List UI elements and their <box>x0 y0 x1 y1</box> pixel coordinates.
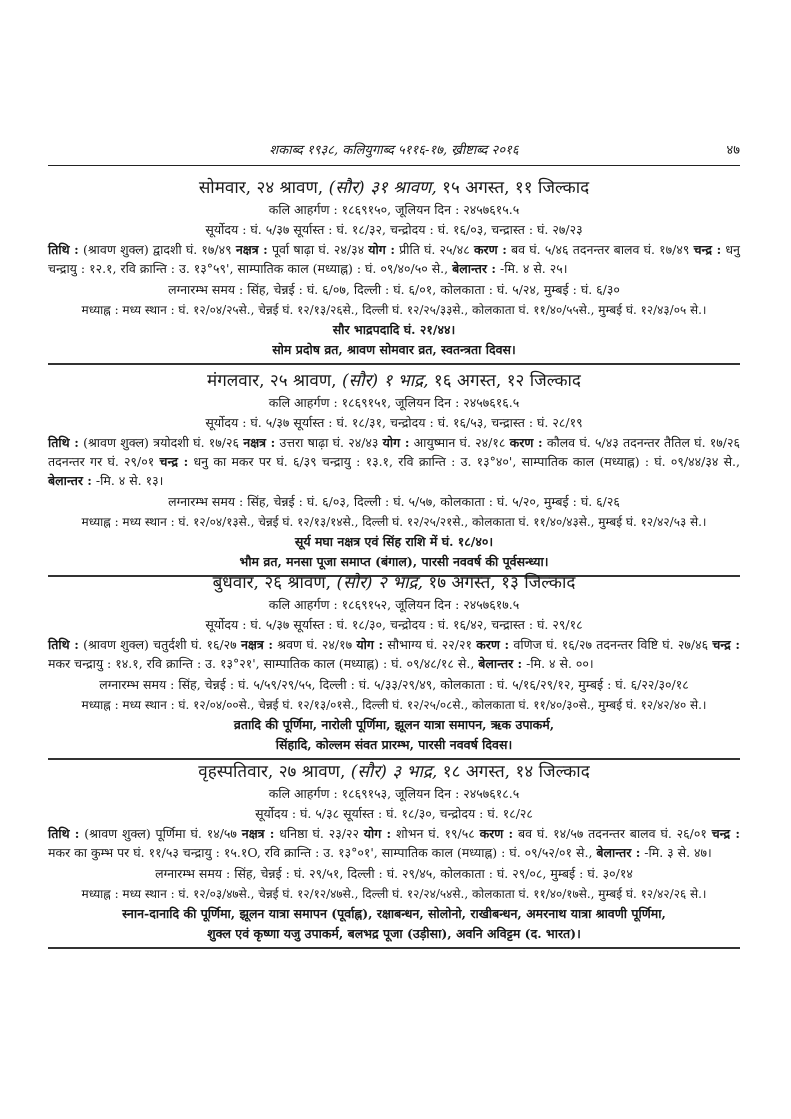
festival-note: सूर्य मघा नक्षत्र एवं सिंह राशि में घं. १८/४०। <box>294 534 494 549</box>
heading-gregorian-hijri: १८ अगस्त, १४ जिल्काद <box>437 762 590 782</box>
kali-ahargan: कलि आहर्गण : १८६९१५०, जूलियन दिन : २४५७६१५.५ <box>268 202 520 217</box>
day-heading <box>48 571 740 595</box>
festival-note: सोम प्रदोष व्रत, श्रावण सोमवार व्रत, स्वतन्त्रता दिवस। <box>272 342 516 357</box>
running-title: शकाब्द १९३८, कलियुगाब्द ५११६-१७, ख्रीष्टाब्द २०१६ <box>269 143 519 158</box>
lagna-timing: लग्नारम्भ समय : सिंह, चेन्नई : घं. ५/५९/२९/५५, दिल्ली : घं. ५/३३/२९/४९, कोलकाता : घं. ५/१६/२९/१२, मुम्बई : घं. ६/२२/३०/१८ <box>99 677 689 692</box>
day-heading <box>48 176 740 200</box>
festival-note: स्नान-दानादि की पूर्णिमा, झूलन यात्रा समापन (पूर्वाह्न), रक्षाबन्धन, सोलोनो, राखीबन्धन, अमरनाथ यात्रा श्रावणी पूर्णिमा, <box>122 906 666 921</box>
heading-gregorian-hijri: १६ अगस्त, १२ जिल्काद <box>428 371 581 391</box>
heading-gregorian-hijri: १५ अगस्त, ११ जिल्काद <box>436 178 590 198</box>
heading-solar-date: (सौर) २ भाद्र, <box>336 573 423 593</box>
sunrise-sunset: सूर्योदय : घं. ५/३७ सूर्यास्त : घं. १८/३१, चन्द्रोदय : घं. १६/५३, चन्द्रास्त : घं. २८/१९ <box>205 415 583 430</box>
madhyahn-timing: मध्याह्न : मध्य स्थान : घं. १२/०४/२५से., चेन्नई घं. १२/१३/२६से., दिल्ली घं. १२/२५/३३से., कोलकाता घं. ११/४०/५५से., मुम्बई घं. १२/४३/०५ से.। <box>81 303 707 317</box>
festival-note: सौर भाद्रपदादि घं. २१/४४। <box>332 322 456 337</box>
festival-note: भौम व्रत, मनसा पूजा समाप्त (बंगाल), पारसी नववर्ष की पूर्वसन्ध्या। <box>239 554 549 569</box>
lagna-timing: लग्नारम्भ समय : सिंह, चेन्नई : घं. ६/०७, दिल्ली : घं. ६/०१, कोलकाता : घं. ५/२४, मुम्बई : घं. ६/३० <box>168 282 620 297</box>
kali-ahargan: कलि आहर्गण : १८६९१५३, जूलियन दिन : २४५७६१८.५ <box>268 786 520 801</box>
heading-date: सोमवार, २४ श्रावण, <box>198 178 329 198</box>
sunrise-sunset: सूर्योदय : घं. ५/३७ सूर्यास्त : घं. १८/३०, चन्द्रोदय : घं. १६/४२, चन्द्रास्त : घं. २९/१८ <box>205 617 583 632</box>
festival-note: सिंहादि, कोल्लम संवत प्रारम्भ, पारसी नववर्ष दिवस। <box>275 737 513 752</box>
sunrise-sunset: सूर्योदय : घं. ५/३८ सूर्यास्त : घं. १८/३०, चन्द्रोदय : घं. १८/२८ <box>255 806 533 821</box>
running-header <box>48 140 740 162</box>
heading-date: बुधवार, २६ श्रावण, <box>212 573 337 593</box>
panchang-details: तिथि : (श्रावण शुक्ल) चतुर्दशी घं. १६/२७ नक्षत्र : श्रवण घं. २४/१७ योग : सौभाग्य घं. २२/२१ करण : वणिज घं. १६/२७ तदनन्तर विष्टि घं. २७/४६ चन्द्र : मकर चन्द्रायु : १४.१, रवि क्रान्ति : उ. १३°२१', साम्पातिक काल (मध्याह्न) : घं. ०९/४८/१८ से., बेलान्तर : -मि. ४ से. ००। <box>48 637 740 671</box>
heading-solar-date: (सौर) १ भाद्र, <box>341 371 429 391</box>
header-rule <box>48 165 740 166</box>
heading-solar-date: (सौर) ३ भाद्र, <box>350 762 438 782</box>
panchang-details: तिथि : (श्रावण शुक्ल) द्वादशी घं. १७/४९ नक्षत्र : पूर्वा षाढ़ा घं. २४/३४ योग : प्रीति घं. २५/४८ करण : बव घं. ५/४६ तदनन्तर बालव घं. १७/४९ चन्द्र : धनु चन्द्रायु : १२.१, रवि क्रान्ति : उ. १३°५९', साम्पातिक काल (मध्याह्न) : घं. ०९/४०/५० से., बेलान्तर : -मि. ४ से. २५। <box>48 242 740 276</box>
day-entry <box>48 760 740 949</box>
festival-note: शुक्ल एवं कृष्णा यजु उपाकर्म, बलभद्र पूजा (उड़ीसा), अवनि अविट्टम (द. भारत)। <box>207 926 581 941</box>
day-entry <box>48 369 740 577</box>
panchang-details: तिथि : (श्रावण शुक्ल) पूर्णिमा घं. १४/५७ नक्षत्र : धनिष्ठा घं. २३/२२ योग : शोभन घं. १९/५८ करण : बव घं. १४/५७ तदनन्तर बालव घं. २६/०१ चन्द्र : मकर का कुम्भ पर घं. ११/५३ चन्द्रायु : १५.१O, रवि क्रान्ति : उ. १३°०१', साम्पातिक काल (मध्याह्न) : घं. ०९/५२/०१ से., बेलान्तर : -मि. ३ से. ४७। <box>48 826 740 860</box>
day-heading <box>48 760 740 784</box>
festival-note: व्रतादि की पूर्णिमा, नारोली पूर्णिमा, झूलन यात्रा समापन, ऋक उपाकर्म, <box>233 717 555 732</box>
day-heading <box>48 369 740 393</box>
madhyahn-timing: मध्याह्न : मध्य स्थान : घं. १२/०४/१३से., चेन्नई घं. १२/१३/१४से., दिल्ली घं. १२/२५/२१से., कोलकाता घं. ११/४०/४३से., मुम्बई घं. १२/४२/५३ से.। <box>81 515 707 529</box>
heading-date: मंगलवार, २५ श्रावण, <box>207 371 342 391</box>
page-number: ४७ <box>726 143 740 158</box>
kali-ahargan: कलि आहर्गण : १८६९१५२, जूलियन दिन : २४५७६१७.५ <box>268 597 520 612</box>
heading-date: वृहस्पतिवार, २७ श्रावण, <box>198 762 351 782</box>
section-rule <box>48 947 740 949</box>
heading-solar-date: (सौर) ३१ श्रावण, <box>328 178 437 198</box>
day-entry <box>48 176 740 365</box>
sunrise-sunset: सूर्योदय : घं. ५/३७ सूर्यास्त : घं. १८/३२, चन्द्रोदय : घं. १६/०३, चन्द्रास्त : घं. २७/२३ <box>205 222 583 237</box>
section-rule <box>48 363 740 365</box>
heading-gregorian-hijri: १७ अगस्त, १३ जिल्काद <box>422 573 576 593</box>
lagna-timing: लग्नारम्भ समय : सिंह, चेन्नई : घं. २९/५१, दिल्ली : घं. २९/४५, कोलकाता : घं. २९/०८, मुम्बई : घं. ३०/१४ <box>155 866 633 881</box>
panchang-details: तिथि : (श्रावण शुक्ल) त्रयोदशी घं. १७/२६ नक्षत्र : उत्तरा षाढ़ा घं. २४/४३ योग : आयुष्मान घं. २४/१८ करण : कौलव घं. ५/४३ तदनन्तर तैतिल घं. १७/२६ तदनन्तर गर घं. २९/०१ चन्द्र : धनु का मकर पर घं. ६/३९ चन्द्रायु : १३.१, रवि क्रान्ति : उ. १३°४०', साम्पातिक काल (मध्याह्न) : घं. ०९/४४/३४ से., बेलान्तर : -मि. ४ से. १३। <box>48 435 740 488</box>
lagna-timing: लग्नारम्भ समय : सिंह, चेन्नई : घं. ६/०३, दिल्ली : घं. ५/५७, कोलकाता : घं. ५/२०, मुम्बई : घं. ६/२६ <box>168 494 620 509</box>
kali-ahargan: कलि आहर्गण : १८६९१५१, जूलियन दिन : २४५७६१६.५ <box>268 395 520 410</box>
madhyahn-timing: मध्याह्न : मध्य स्थान : घं. १२/०४/००से., चेन्नई घं. १२/१३/०१से., दिल्ली घं. १२/२५/०८से., कोलकाता घं. ११/४०/३०से., मुम्बई घं. १२/४२/४० से.। <box>81 698 707 712</box>
day-entry <box>48 571 740 760</box>
madhyahn-timing: मध्याह्न : मध्य स्थान : घं. १२/०३/४७से., चेन्नई घं. १२/१२/४७से., दिल्ली घं. १२/२४/५४से., कोलकाता घं. ११/४०/१७से., मुम्बई घं. १२/४२/२६ से.। <box>81 887 707 901</box>
